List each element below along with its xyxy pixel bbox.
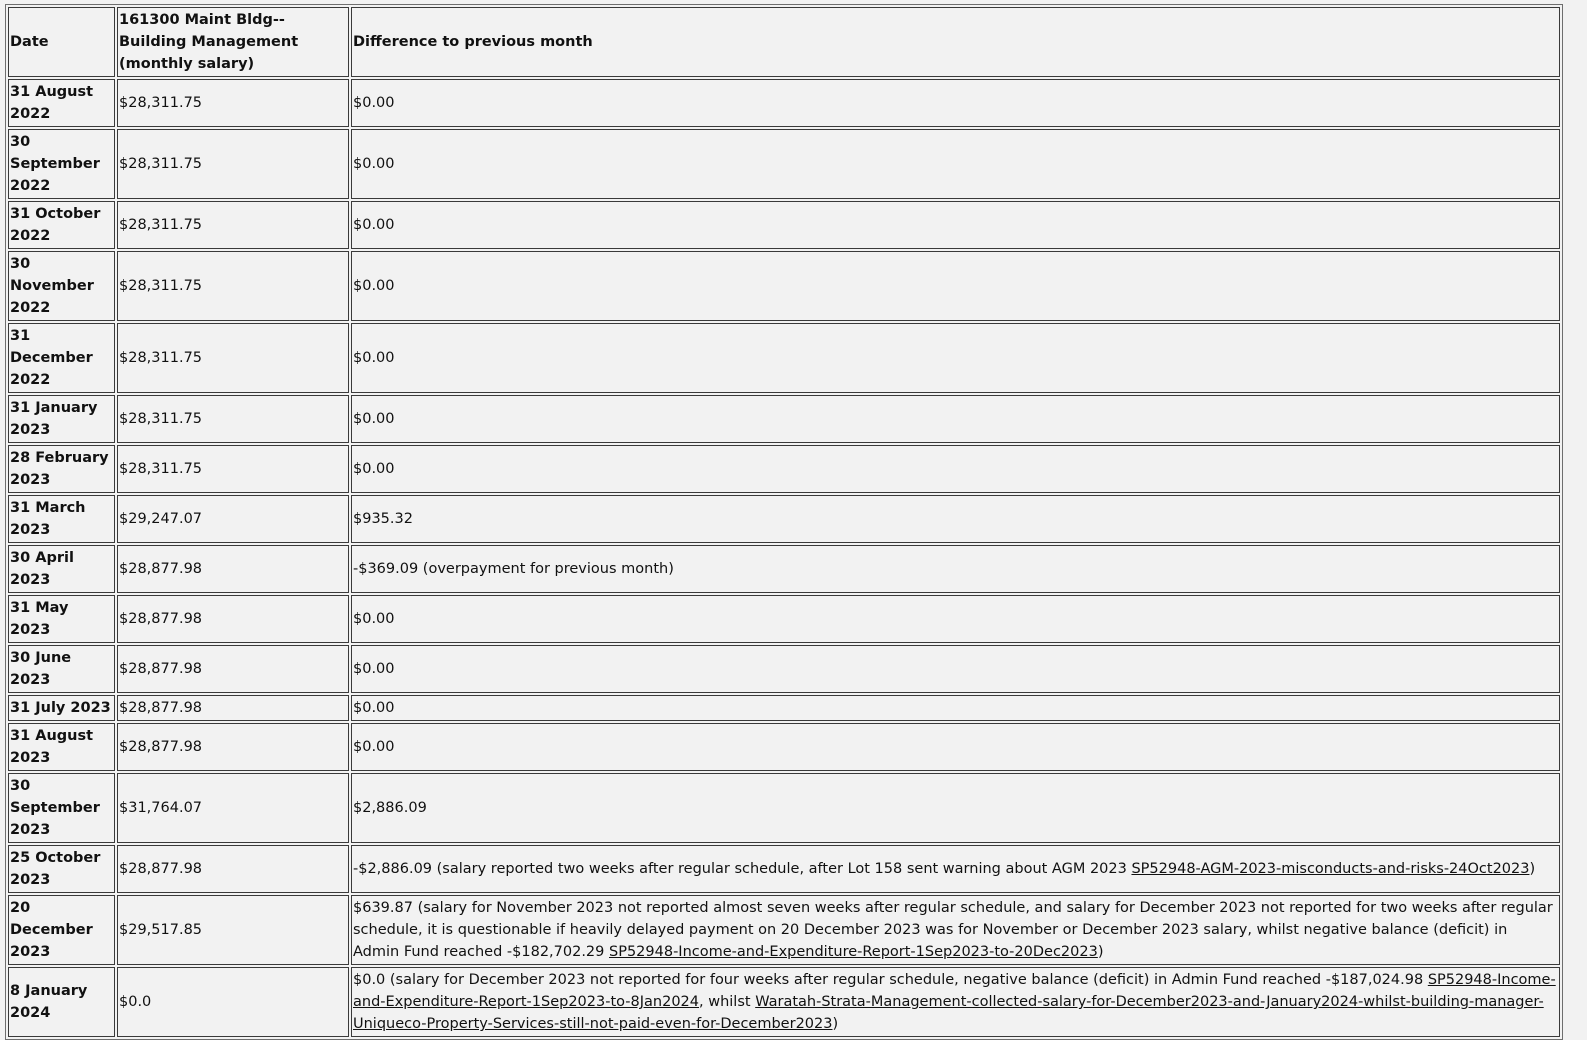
- difference-cell: [351, 645, 1560, 693]
- difference-text: $0.00: [353, 217, 395, 233]
- difference-text: $0.00: [353, 278, 395, 294]
- salary-cell: $29,247.07: [117, 495, 349, 543]
- difference-cell: [351, 895, 1560, 965]
- table-row: [8, 545, 1560, 593]
- difference-text: $0.0 (salary for December 2023 not reported for four weeks after regular schedule, negative balance (deficit) in Admin Fund reached -$187,024.98: [353, 972, 1428, 988]
- salary-cell: $28,311.75: [117, 395, 349, 443]
- difference-text: $0.00: [353, 95, 395, 111]
- table-body: [8, 79, 1560, 1037]
- difference-cell: [351, 723, 1560, 771]
- difference-cell: [351, 695, 1560, 721]
- date-cell: 31 January 2023: [8, 395, 115, 443]
- difference-tail: ): [1529, 861, 1536, 877]
- difference-text: $0.00: [353, 461, 395, 477]
- difference-text: -$369.09 (overpayment for previous month): [353, 561, 674, 577]
- difference-cell: [351, 845, 1560, 893]
- table-row: [8, 495, 1560, 543]
- report-link[interactable]: SP52948-Income-and-Expenditure-Report-1Sep2023-to-20Dec2023: [609, 944, 1098, 960]
- date-cell: 31 October 2022: [8, 201, 115, 249]
- salary-cell: $31,764.07: [117, 773, 349, 843]
- table-row: [8, 645, 1560, 693]
- salary-cell: $28,311.75: [117, 251, 349, 321]
- table-row: [8, 845, 1560, 893]
- table-row: [8, 773, 1560, 843]
- difference-text: $0.00: [353, 661, 395, 677]
- header-salary: 161300 Maint Bldg--Building Management (monthly salary): [117, 7, 349, 77]
- salary-table-wrapper: [5, 4, 1563, 1040]
- difference-text: -$2,886.09 (salary reported two weeks after regular schedule, after Lot 158 sent warning about AGM 2023: [353, 861, 1132, 877]
- table-row: [8, 395, 1560, 443]
- salary-cell: $28,877.98: [117, 545, 349, 593]
- table-row: [8, 895, 1560, 965]
- difference-cell: [351, 323, 1560, 393]
- difference-text: $0.00: [353, 350, 395, 366]
- salary-table: [5, 4, 1563, 1040]
- difference-cell: [351, 445, 1560, 493]
- difference-text: $0.00: [353, 611, 395, 627]
- salary-cell: $28,311.75: [117, 445, 349, 493]
- difference-text: $0.00: [353, 739, 395, 755]
- header-difference: Difference to previous month: [351, 7, 1560, 77]
- report-link[interactable]: SP52948-Income-and-Expenditure-Report-1Sep2023-to-8Jan2024: [353, 972, 1556, 1010]
- salary-cell: $28,877.98: [117, 723, 349, 771]
- difference-cell: [351, 251, 1560, 321]
- date-cell: 31 July 2023: [8, 695, 115, 721]
- date-cell: 30 November 2022: [8, 251, 115, 321]
- header-date: Date: [8, 7, 115, 77]
- difference-cell: [351, 395, 1560, 443]
- difference-text: $935.32: [353, 511, 413, 527]
- salary-cell: $28,877.98: [117, 845, 349, 893]
- date-cell: 31 December 2022: [8, 323, 115, 393]
- date-cell: 8 January 2024: [8, 967, 115, 1037]
- date-cell: 30 September 2022: [8, 129, 115, 199]
- table-row: [8, 967, 1560, 1037]
- difference-tail: ): [1097, 944, 1104, 960]
- date-cell: 30 April 2023: [8, 545, 115, 593]
- table-row: [8, 323, 1560, 393]
- salary-cell: $0.0: [117, 967, 349, 1037]
- date-cell: 31 August 2022: [8, 79, 115, 127]
- salary-cell: $28,877.98: [117, 695, 349, 721]
- table-header-row: [8, 7, 1560, 77]
- difference-cell: [351, 129, 1560, 199]
- difference-cell: [351, 495, 1560, 543]
- salary-cell: $28,311.75: [117, 201, 349, 249]
- difference-middle: , whilst: [699, 994, 756, 1010]
- table-row: [8, 129, 1560, 199]
- difference-text: $0.00: [353, 700, 395, 716]
- difference-cell: [351, 595, 1560, 643]
- table-row: [8, 445, 1560, 493]
- salary-cell: $28,877.98: [117, 645, 349, 693]
- date-cell: 31 August 2023: [8, 723, 115, 771]
- date-cell: 31 May 2023: [8, 595, 115, 643]
- table-row: [8, 201, 1560, 249]
- difference-text: $639.87 (salary for November 2023 not reported almost seven weeks after regular schedule, and salary for December 2023 not reported for two weeks after regular schedule, it is questionable if heavily delayed payment on 20 December 2023 was for November or December 2023 salary, whilst negative balance (deficit) in Admin Fund reached -$182,702.29: [353, 900, 1553, 960]
- date-cell: 28 February 2023: [8, 445, 115, 493]
- difference-tail: ): [832, 1016, 839, 1032]
- salary-cell: $28,311.75: [117, 79, 349, 127]
- difference-cell: [351, 773, 1560, 843]
- table-row: [8, 723, 1560, 771]
- difference-cell: [351, 201, 1560, 249]
- table-row: [8, 595, 1560, 643]
- difference-text: $2,886.09: [353, 800, 427, 816]
- difference-text: $0.00: [353, 156, 395, 172]
- salary-cell: $28,311.75: [117, 129, 349, 199]
- date-cell: 30 June 2023: [8, 645, 115, 693]
- table-row: [8, 79, 1560, 127]
- salary-cell: $28,877.98: [117, 595, 349, 643]
- date-cell: 20 December 2023: [8, 895, 115, 965]
- report-link[interactable]: Waratah-Strata-Management-collected-salary-for-December2023-and-January2024-whilst-building-manager-Uniqueco-Property-Services-still-not-paid-even-for-December2023: [353, 994, 1544, 1032]
- table-row: [8, 251, 1560, 321]
- difference-cell: [351, 79, 1560, 127]
- difference-cell: [351, 545, 1560, 593]
- salary-cell: $29,517.85: [117, 895, 349, 965]
- date-cell: 25 October 2023: [8, 845, 115, 893]
- date-cell: 30 September 2023: [8, 773, 115, 843]
- date-cell: 31 March 2023: [8, 495, 115, 543]
- table-row: [8, 695, 1560, 721]
- salary-cell: $28,311.75: [117, 323, 349, 393]
- difference-text: $0.00: [353, 411, 395, 427]
- difference-cell: [351, 967, 1560, 1037]
- report-link[interactable]: SP52948-AGM-2023-misconducts-and-risks-24Oct2023: [1131, 861, 1530, 877]
